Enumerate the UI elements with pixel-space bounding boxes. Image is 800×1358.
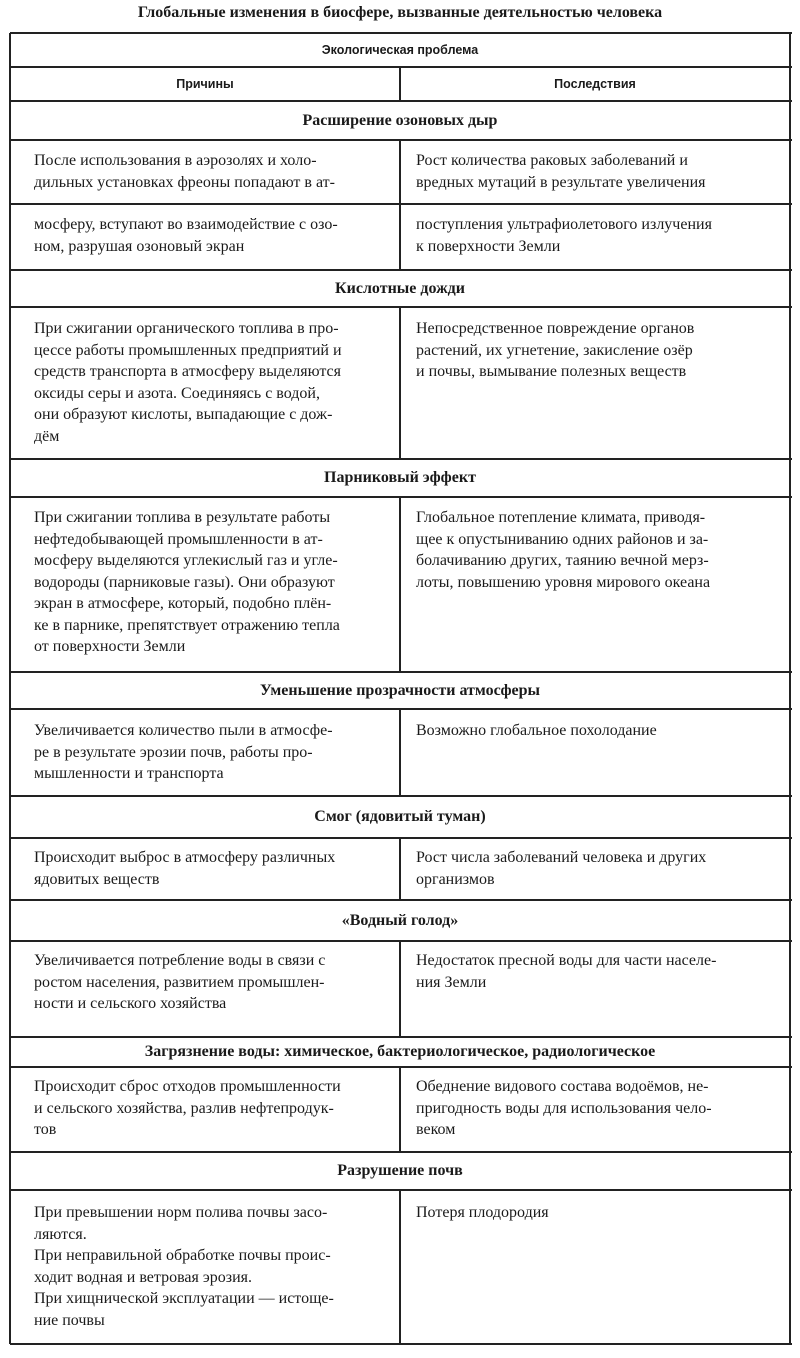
- section-title: Уменьшение прозрачности атмосферы: [259, 682, 541, 699]
- consequences-text-line: Обеднение видового состава водоёмов, не-: [416, 1078, 709, 1095]
- table-rule-horizontal: [10, 139, 792, 141]
- table-rule-horizontal: [10, 203, 792, 205]
- consequences-cell: [400, 847, 790, 890]
- causes-text-line: дём: [34, 427, 60, 445]
- causes-text-line: экран в атмосфере, который, подобно плён-: [34, 595, 332, 612]
- causes-text-line: ности и сельского хозяйства: [34, 995, 227, 1012]
- section-title: Загрязнение воды: химическое, бактериологическое, радиологическое: [144, 1043, 656, 1060]
- causes-text-line: они образуют кислоты, выпадающие с дож-: [34, 406, 333, 423]
- consequences-cell: [400, 150, 790, 193]
- consequences-cell: [400, 950, 790, 993]
- consequences-text-line: Непосредственное повреждение органов: [416, 320, 695, 337]
- consequences-text-line: Недостаток пресной воды для части населе-: [416, 952, 717, 969]
- causes-text-line: При хищнической эксплуатации — истоще-: [34, 1290, 334, 1307]
- consequences-text-line: пригодность воды для использования чело-: [416, 1099, 712, 1117]
- causes-text-line: Происходит сброс отходов промышленности: [34, 1078, 341, 1095]
- causes-text-line: При сжигании топлива в результате работы: [34, 509, 331, 526]
- causes-text-line: от поверхности Земли: [34, 638, 186, 655]
- causes-cell: [10, 1076, 400, 1141]
- consequences-text-line: вредных мутаций в результате увеличения: [416, 173, 706, 191]
- consequences-cell: [400, 507, 790, 593]
- table-rule-vertical: [399, 67, 401, 101]
- causes-cell: [10, 1202, 400, 1331]
- consequences-cell: [400, 318, 790, 383]
- section-title: Смог (ядовитый туман): [314, 808, 486, 825]
- causes-text-line: ростом населения, развитием промышлен-: [34, 973, 325, 991]
- table-rule-horizontal: [10, 1343, 792, 1345]
- consequences-text-line: Потеря плодородия: [416, 1204, 549, 1221]
- causes-cell: [10, 150, 400, 193]
- consequences-text-line: к поверхности Земли: [416, 237, 561, 255]
- consequences-text-line: растений, их угнетение, закисление озёр: [416, 341, 693, 359]
- consequences-text-line: Рост числа заболеваний человека и других: [416, 849, 707, 866]
- causes-text-line: дильных установках фреоны попадают в ат-: [34, 173, 335, 191]
- header-ecological-problem: Экологическая проблема: [321, 43, 479, 57]
- causes-text-line: тов: [34, 1121, 57, 1138]
- causes-text-line: Увеличивается количество пыли в атмосфе-: [34, 722, 333, 739]
- section-title: Расширение озоновых дыр: [302, 112, 498, 129]
- consequences-text-line: болачиванию других, таянию вечной мерз-: [416, 552, 709, 569]
- consequences-cell: [400, 1202, 790, 1224]
- consequences-text-line: лоты, повышению уровня мирового океана: [416, 573, 711, 591]
- causes-text-line: мосферу, вступают во взаимодействие с озо-: [34, 216, 338, 233]
- table-rule-horizontal: [10, 708, 792, 710]
- consequences-text-line: Возможно глобальное похолодание: [416, 722, 657, 739]
- causes-text-line: цессе работы промышленных предприятий и: [34, 341, 342, 359]
- causes-text-line: оксиды серы и азота. Соединяясь с водой,: [34, 384, 320, 402]
- causes-cell: [10, 720, 400, 785]
- causes-text-line: мышленности и транспорта: [34, 765, 224, 782]
- causes-text-line: мосферу выделяются углекислый газ и угле-: [34, 552, 338, 569]
- table-rule-horizontal: [10, 1189, 792, 1191]
- causes-text-line: Происходит выброс в атмосферу различных: [34, 849, 336, 866]
- causes-text-line: ке в парнике, препятствует отражению тепла: [34, 616, 340, 634]
- consequences-cell: [400, 1076, 790, 1141]
- causes-cell: [10, 950, 400, 1015]
- table-rule-horizontal: [10, 306, 792, 308]
- causes-text-line: ядовитых веществ: [34, 870, 160, 888]
- section-title: «Водный голод»: [341, 912, 459, 929]
- header-consequences: Последствия: [554, 77, 636, 91]
- causes-text-line: При превышении норм полива почвы засо-: [34, 1204, 328, 1221]
- causes-text-line: ре в результате эрозии почв, работы про-: [34, 743, 313, 761]
- causes-cell: [10, 318, 400, 447]
- page-title: Глобальные изменения в биосфере, вызванные деятельностью человека: [137, 4, 663, 21]
- consequences-text-line: организмов: [416, 870, 495, 888]
- consequences-text-line: ния Земли: [416, 973, 487, 991]
- consequences-text-line: поступления ультрафиолетового излучения: [416, 216, 712, 233]
- section-title: Кислотные дожди: [335, 280, 465, 297]
- causes-cell: [10, 214, 400, 257]
- consequences-text-line: Глобальное потепление климата, приводя-: [416, 509, 706, 526]
- consequences-text-line: Рост количества раковых заболеваний и: [416, 152, 688, 169]
- causes-text-line: ляются.: [34, 1225, 87, 1243]
- causes-text-line: средств транспорта в атмосферу выделяются: [34, 363, 341, 380]
- causes-text-line: Увеличивается потребление воды в связи с: [34, 952, 326, 969]
- causes-text-line: и сельского хозяйства, разлив нефтепродук-: [34, 1099, 334, 1117]
- header-causes: Причины: [176, 77, 234, 91]
- causes-cell: [10, 847, 400, 890]
- table-rule-horizontal: [10, 940, 792, 942]
- consequences-text-line: щее к опустыниванию одних районов и за-: [416, 530, 709, 548]
- consequences-text-line: и почвы, вымывание полезных веществ: [416, 363, 687, 380]
- causes-text-line: ном, разрушая озоновый экран: [34, 237, 245, 255]
- causes-text-line: После использования в аэрозолях и холо-: [34, 152, 317, 169]
- consequences-cell: [400, 214, 790, 257]
- causes-text-line: При неправильной обработке почвы проис-: [34, 1247, 331, 1264]
- causes-text-line: ходит водная и ветровая эрозия.: [34, 1268, 252, 1286]
- section-title: Разрушение почв: [337, 1162, 463, 1179]
- table-rule-horizontal: [10, 1066, 792, 1068]
- consequences-cell: [400, 720, 790, 742]
- causes-text-line: При сжигании органического топлива в про-: [34, 320, 339, 337]
- causes-cell: [10, 507, 400, 658]
- consequences-text-line: веком: [416, 1121, 456, 1138]
- causes-text-line: нефтедобывающей промышленности в ат-: [34, 530, 323, 548]
- causes-text-line: ние почвы: [34, 1311, 105, 1329]
- table-rule-horizontal: [10, 837, 792, 839]
- causes-text-line: водороды (парниковые газы). Они образуют: [34, 573, 335, 591]
- section-title: Парниковый эффект: [324, 469, 476, 486]
- table-rule-horizontal: [10, 496, 792, 498]
